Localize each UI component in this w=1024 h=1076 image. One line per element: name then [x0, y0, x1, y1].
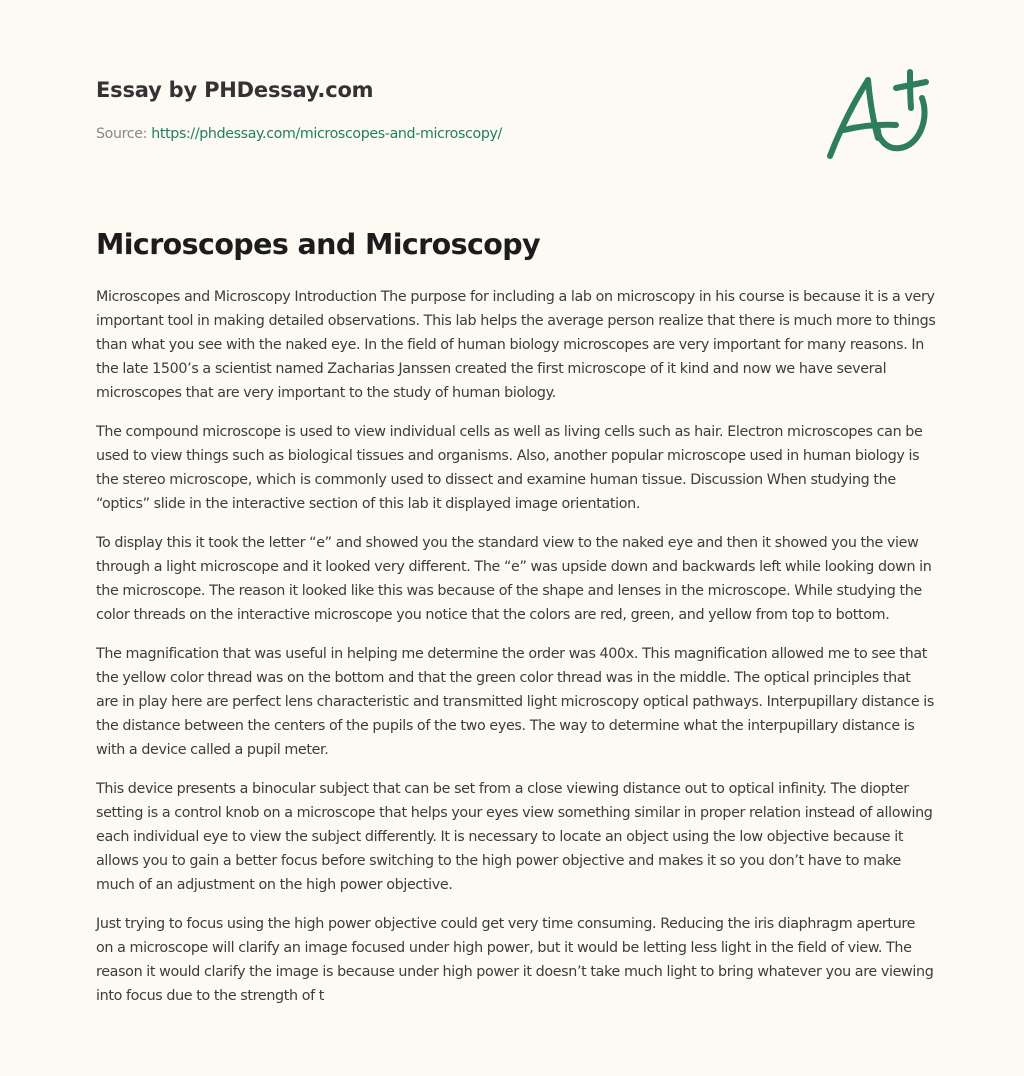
- source-link[interactable]: https://phdessay.com/microscopes-and-microscopy/: [151, 126, 502, 142]
- site-title: Essay by PHDessay.com: [96, 78, 374, 102]
- paragraph: Just trying to focus using the high power objective could get very time consuming. Reducing the iris diaphragm aperture on a microscope will clarify an image focused under high power, but it would be letting less light in the field of view. The reason it would clarify the image is because under high power it doesn’t take much light to bring whatever you are viewing into focus due to the strength of t: [96, 916, 934, 1004]
- essay-header: [96, 76, 796, 144]
- a-plus-icon: [822, 68, 930, 164]
- article: [96, 225, 936, 1023]
- source-line: [96, 124, 796, 144]
- paragraph: The compound microscope is used to view individual cells as well as living cells such as hair. Electron microscopes can be used to view things such as biological tissues and organisms. Also, another popular microscope used in human biology is the stereo microscope, which is commonly used to dissect and examine human tissue. Discussion When studying the “optics” slide in the interactive section of this lab it displayed image orientation.: [96, 424, 923, 512]
- paragraph: To display this it took the letter “e” and showed you the standard view to the naked eye and then it showed you the view through a light microscope and it looked very different. The “e” was upside down and backwards left while looking down in the microscope. The reason it looked like this was because of the shape and lenses in the microscope. While studying the color threads on the interactive microscope you notice that the colors are red, green, and yellow from top to bottom.: [96, 535, 932, 623]
- paragraph: This device presents a binocular subject that can be set from a close viewing distance out to optical infinity. The diopter setting is a control knob on a microscope that helps your eyes view something similar in proper relation instead of allowing each individual eye to view the subject differently. It is necessary to locate an object using the low objective because it allows you to gain a better focus before switching to the high power objective and makes it so you don’t have to make much of an adjustment on the high power objective.: [96, 781, 933, 893]
- paragraph: The magnification that was useful in helping me determine the order was 400x. This magnification allowed me to see that the yellow color thread was on the bottom and that the green color thread was in the middle. The optical principles that are in play here are perfect lens characteristic and transmitted light microscopy optical pathways. Interpupillary distance is the distance between the centers of the pupils of the two eyes. The way to determine what the interpupillary distance is with a device called a pupil meter.: [96, 646, 934, 758]
- paragraph: Microscopes and Microscopy Introduction The purpose for including a lab on microscopy in his course is because it is a very important tool in making detailed observations. This lab helps the average person realize that there is much more to things than what you see with the naked eye. In the field of human biology microscopes are very important for many reasons. In the late 1500’s a scientist named Zacharias Janssen created the first microscope of it kind and now we have several microscopes that are very important to the study of human biology.: [96, 289, 936, 401]
- page-title: Microscopes and Microscopy: [96, 228, 541, 261]
- source-label: Source:: [96, 126, 152, 142]
